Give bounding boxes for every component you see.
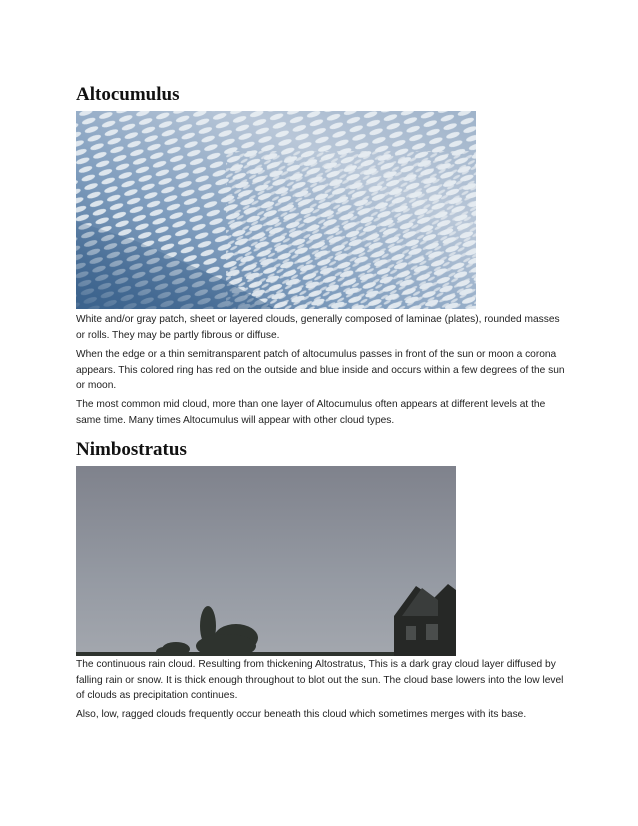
altocumulus-cloud-image xyxy=(76,111,476,309)
altocumulus-photo xyxy=(76,111,476,309)
nimbostratus-cloud-image xyxy=(76,466,456,656)
altocumulus-paragraph-1: White and/or gray patch, sheet or layered clouds, generally composed of laminae (plates), rounded masses or rolls. They may be partly fibrous or diffuse. xyxy=(76,314,560,341)
section-title-altocumulus: Altocumulus xyxy=(76,84,180,105)
nimbostratus-paragraph-1: The continuous rain cloud. Resulting from thickening Altostratus, This is a dark gray cloud layer diffused by falling rain or snow. It is thick enough throughout to blot out the sun. The cloud base lowers into the low level of clouds as precipitation continues. xyxy=(76,659,564,701)
nimbostratus-photo xyxy=(76,466,456,656)
altocumulus-paragraph-2: When the edge or a thin semitransparent patch of altocumulus passes in front of the sun or moon a corona appears. This colored ring has red on the outside and blue inside and occurs within a few degrees of the sun or moon. xyxy=(76,349,565,391)
nimbostratus-paragraph-2: Also, low, ragged clouds frequently occur beneath this cloud which sometimes merges with its base. xyxy=(76,709,527,720)
section-title-nimbostratus: Nimbostratus xyxy=(76,439,187,460)
altocumulus-paragraph-3: The most common mid cloud, more than one layer of Altocumulus often appears at different levels at the same time. Many times Altocumulus will appear with other cloud types. xyxy=(76,399,546,426)
